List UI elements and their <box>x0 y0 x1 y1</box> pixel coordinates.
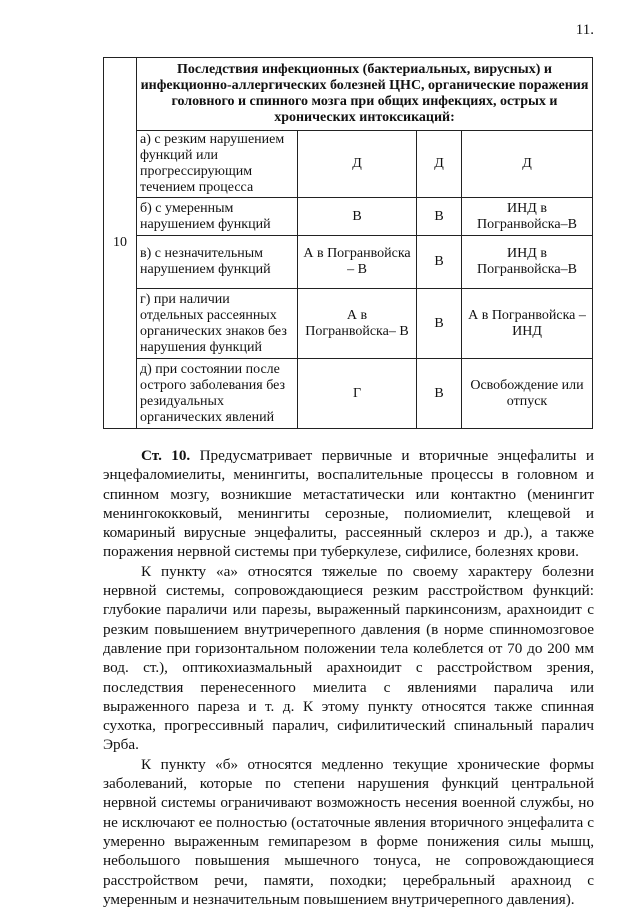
item-number-cell: 10 <box>104 58 137 429</box>
table-row <box>104 289 593 359</box>
category-cell-3: Д <box>462 131 593 198</box>
category-cell-3: А в Погранвойска – ИНД <box>462 289 593 359</box>
category-cell-2: В <box>417 359 462 429</box>
condition-cell: д) при состоянии после острого заболевания без резидуальных органических явлений <box>137 359 298 429</box>
table-row <box>104 198 593 236</box>
table-row <box>104 359 593 429</box>
paragraph-point-a: К пункту «а» относятся тяжелые по своему характеру болезни нервной системы, сопровождающиеся резким расстройством функций: глубокие параличи или парезы, выраженный паркинсонизм, арахноидит с резким повышением внутричерепного давления (в норме спинномозговое давление при горизонтальном положении тела колеблется от 70 до 200 мм вод. ст.), оптикохиазмальный арахноидит с расстройством зрения, последствия перенесенного миелита с явлениями паралича или выраженного пареза и т. д. К этому пункту относятся также спинная сухотка, прогрессивный паралич, сифилитический спинальный паралич Эрба. <box>103 562 594 754</box>
category-cell-1: А в Погранвойска – В <box>298 236 417 289</box>
category-cell-1: В <box>298 198 417 236</box>
condition-cell: г) при наличии отдельных рассеянных органических знаков без нарушения функций <box>137 289 298 359</box>
paragraph-point-b: К пункту «б» относятся медленно текущие хронические формы заболеваний, которые по степени нарушения функций центральной нервной системы ограничивают возможность несения военной службы, но не исключают ее полностью (остаточные явления вторичного энцефалита с умеренно выраженным гемипарезом в форме понижения силы мышц, небольшого повышения мышечного тонуса, не сопровождающиеся расстройством речи, памяти, походки; церебральный арахноид с умеренным и незначительным повышением внутричерепного давления). <box>103 755 594 908</box>
condition-cell: а) с резким нарушением функций или прогрессирующим течением процесса <box>137 131 298 198</box>
category-cell-1: А в Погранвойска– В <box>298 289 417 359</box>
category-cell-3: ИНД в Погранвойска–В <box>462 198 593 236</box>
article-table <box>103 57 593 429</box>
category-cell-2: В <box>417 236 462 289</box>
table-header: Последствия инфекционных (бактериальных, вирусных) и инфекционно-аллергических болезней ЦНС, органические поражения головного и спинного мозга при общих инфекциях, острых и хронических интоксикаций: <box>137 58 593 131</box>
paragraph-article <box>103 446 594 562</box>
category-cell-2: В <box>417 289 462 359</box>
category-cell-2: Д <box>417 131 462 198</box>
body-text <box>103 446 594 909</box>
article-label: Ст. 10. <box>141 447 191 464</box>
table-row <box>104 131 593 198</box>
category-cell-1: Д <box>298 131 417 198</box>
table-row <box>104 236 593 289</box>
paragraph-text: Предусматривает первичные и вторичные энцефалиты и энцефаломиелиты, менингиты, воспалительные процессы в головном и спинном мозгу, возникшие метастатически или контактно (менингит менингококковый, менингиты серозные, полиомиелит, клещевой и комариный вирусные энцефалиты, рассеянный склероз и др.), а также поражения нервной системы при туберкулезе, сифилисе, болезнях крови. <box>103 447 594 561</box>
page-number: 11. <box>575 22 594 38</box>
table-header-row <box>104 58 593 131</box>
condition-cell: б) с умеренным нарушением функций <box>137 198 298 236</box>
category-cell-2: В <box>417 198 462 236</box>
condition-cell: в) с незначительным нарушением функций <box>137 236 298 289</box>
category-cell-3: Освобождение или отпуск <box>462 359 593 429</box>
category-cell-3: ИНД в Погранвойска–В <box>462 236 593 289</box>
category-cell-1: Г <box>298 359 417 429</box>
